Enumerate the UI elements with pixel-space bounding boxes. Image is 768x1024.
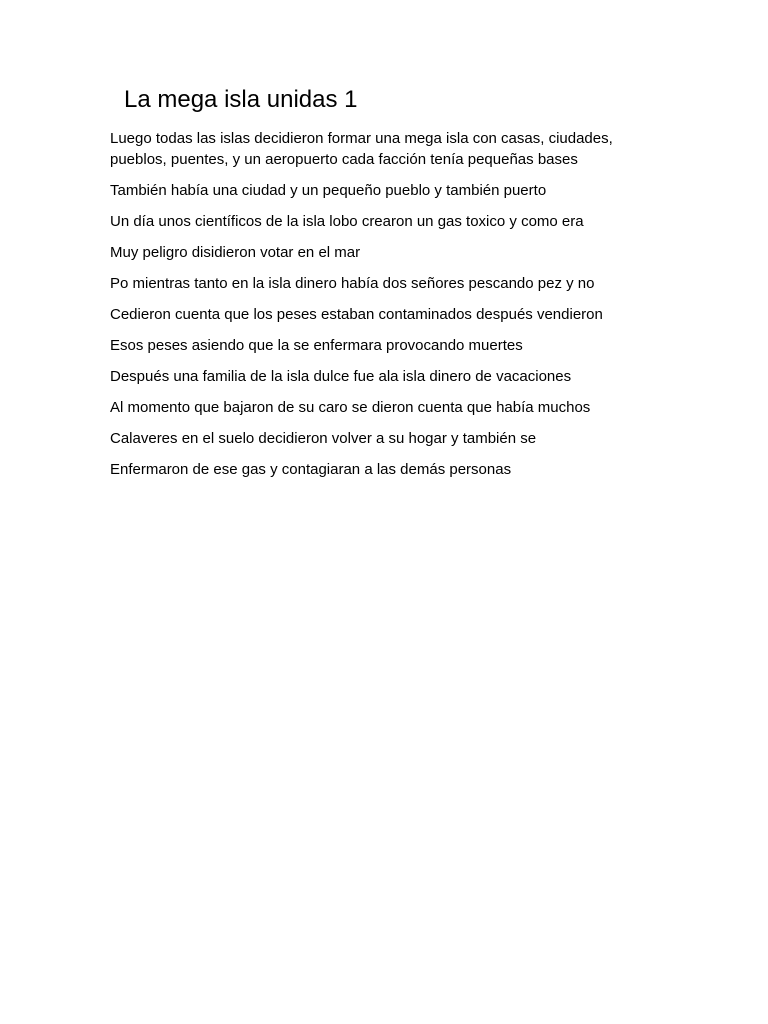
paragraph: Después una familia de la isla dulce fue ala isla dinero de vacaciones [110,368,572,385]
document-title: La mega isla unidas 1 [124,86,358,113]
paragraph: Un día unos científicos de la isla lobo crearon un gas toxico y como era [110,213,584,230]
paragraph: Cedieron cuenta que los peses estaban contaminados después vendieron [110,306,603,323]
document-body [110,128,670,490]
paragraph: Esos peses asiendo que la se enfermara provocando muertes [110,337,523,354]
paragraph: Po mientras tanto en la isla dinero había dos señores pescando pez y no [110,275,595,292]
paragraph: Muy peligro disidieron votar en el mar [110,244,361,261]
paragraph: Enfermaron de ese gas y contagiaran a las demás personas [110,461,512,478]
paragraph: También había una ciudad y un pequeño pueblo y también puerto [110,182,547,199]
paragraph: Al momento que bajaron de su caro se dieron cuenta que había muchos [110,399,591,416]
paragraph: Luego todas las islas decidieron formar una mega isla con casas, ciudades, pueblos, puentes, y un aeropuerto cada facción tenía pequeñas bases [110,130,613,168]
paragraph: Calaveres en el suelo decidieron volver a su hogar y también se [110,430,537,447]
